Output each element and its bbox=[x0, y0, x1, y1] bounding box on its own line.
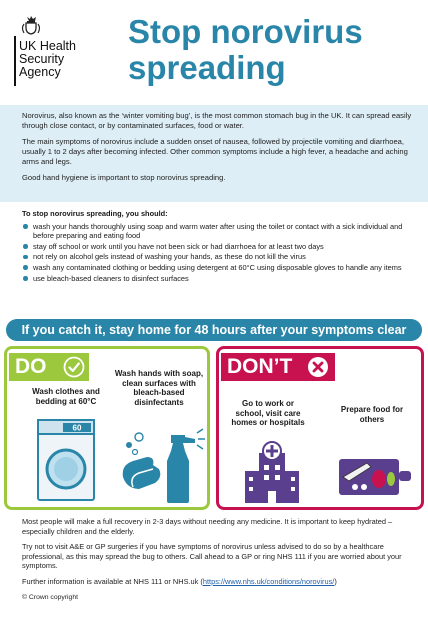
washer-temp-display: 60 bbox=[72, 423, 82, 433]
nhs-norovirus-link[interactable]: https://www.nhs.uk/conditions/norovirus/ bbox=[202, 576, 335, 586]
footer bbox=[22, 517, 422, 602]
advice-title: To stop norovirus spreading, you should: bbox=[22, 209, 168, 218]
further-info: Further information is available at NHS 111 or NHS.uk (https://www.nhs.uk/conditions/norovirus/) bbox=[22, 576, 337, 586]
list-item: not rely on alcohol gels instead of washing your hands, as these do not kill the virus bbox=[22, 252, 418, 262]
list-item: use bleach-based cleaners to disinfect surfaces bbox=[22, 274, 418, 284]
do-badge bbox=[9, 353, 89, 381]
footer-paragraph: Try not to visit A&E or GP surgeries if you have symptoms of norovirus unless advised to do so by a healthcare professional, as this may spread the bug to others. Call ahead to a GP or ring NHS 111 if you are worried about your symptoms. bbox=[22, 542, 402, 571]
dont-item-visit: Go to work or school, visit care homes or hospitals bbox=[231, 399, 305, 427]
do-label: DO bbox=[15, 355, 47, 378]
hand-washing-icon bbox=[119, 417, 205, 505]
header bbox=[0, 0, 428, 104]
organisation-name: UK Health Security Agency bbox=[19, 39, 76, 79]
footer-paragraph: Most people will make a full recovery in 2-3 days without needing any medicine. It is important to keep hydrated – especially children and the elderly. bbox=[22, 517, 393, 536]
bullet-icon bbox=[23, 224, 28, 229]
bullet-icon bbox=[23, 276, 28, 281]
dont-panel bbox=[216, 346, 424, 510]
list-item: wash any contaminated clothing or bedding using detergent at 60°C using disposable gloves to handle any items bbox=[22, 263, 418, 273]
royal-crest-icon bbox=[20, 14, 42, 36]
org-divider bbox=[14, 36, 16, 86]
dont-badge bbox=[221, 353, 335, 381]
copyright: © Crown copyright bbox=[22, 593, 79, 601]
intro-paragraph: The main symptoms of norovirus include a sudden onset of nausea, followed by projectile vomiting and diarrhoea, usually 1 to 2 days after becoming infected. Other common symptoms include a high fever, a headache and aching arms and legs. bbox=[22, 137, 408, 166]
chopping-board-icon bbox=[337, 453, 415, 501]
advice-list bbox=[22, 222, 418, 284]
hospital-icon bbox=[243, 439, 301, 505]
intro-paragraph: Good hand hygiene is important to stop norovirus spreading. bbox=[22, 173, 226, 182]
dont-item-prepare-food: Prepare food for others bbox=[340, 405, 404, 424]
bullet-icon bbox=[23, 244, 28, 249]
list-item: wash your hands thoroughly using soap and warm water after using the toilet or contact with a sick individual and before preparing and eating food bbox=[22, 222, 418, 241]
do-item-wash-hands: Wash hands with soap, clean surfaces with bleach-based disinfectants bbox=[114, 369, 204, 407]
page-title: Stop norovirus spreading bbox=[128, 13, 363, 86]
intro-box bbox=[0, 105, 428, 202]
do-item-wash-clothes: Wash clothes and bedding at 60°C bbox=[32, 387, 100, 406]
list-item: stay off school or work until you have not been sick or had diarrhoea for at least two days bbox=[22, 242, 418, 252]
do-panel bbox=[4, 346, 210, 510]
cross-icon bbox=[307, 356, 329, 378]
spray-bottle-icon bbox=[167, 429, 205, 503]
bullet-icon bbox=[23, 255, 28, 260]
tick-icon bbox=[63, 356, 85, 378]
washing-machine-icon bbox=[37, 419, 95, 501]
stay-home-banner: If you catch it, stay home for 48 hours after your symptoms clear bbox=[6, 319, 422, 341]
dont-label: DON’T bbox=[227, 355, 293, 378]
intro-paragraph: Norovirus, also known as the ‘winter vomiting bug’, is the most common stomach bug in the UK. It can spread easily through close contact, or by contaminated surfaces, food or water. bbox=[22, 111, 412, 130]
bullet-icon bbox=[23, 265, 28, 270]
advice-section bbox=[22, 209, 418, 284]
